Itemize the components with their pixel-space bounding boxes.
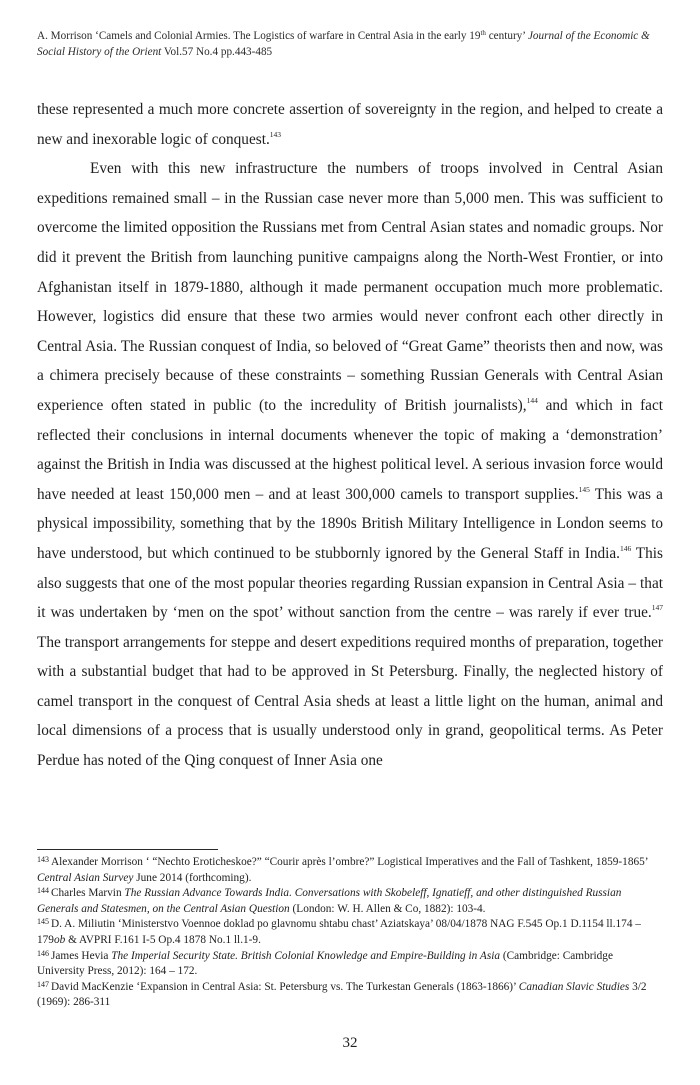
body-text bbox=[37, 95, 663, 776]
footnote-italic: ob bbox=[53, 933, 66, 946]
paragraph-text: This was a physical impossibility, something that by the 1890s British Military Intelligence in London seems to have understood, but which continued to be stubbornly ignored by the General Staff in India. bbox=[37, 485, 663, 562]
paragraph-text: these represented a much more concrete assertion of sovereignty in the region, and helped to create a new and inexorable logic of conquest. bbox=[37, 101, 663, 148]
paragraph-text: Even with this new infrastructure the numbers of troops involved in Central Asian expeditions remained small – in the Russian case never more than 5,000 men. This was sufficient to overcome the limited opposition the Russians met from Central Asian states and nomadic groups. Nor did it prevent the British from launching punitive campaigns along the North-West Frontier, or into Afghanistan itself in 1879-1880, although it made permanent occupation much more problematic. However, logistics did ensure that these two armies would never confront each other directly in Central Asia. The Russian conquest of India, so beloved of “Great Game” theorists then and now, was a chimera precisely because of these constraints – something Russian Generals with Central Asian experience often stated in public (to the incredulity of British journalists), bbox=[37, 160, 663, 414]
footnote-ref[interactable]: 146 bbox=[620, 543, 632, 553]
footnote-number: 145 bbox=[37, 917, 49, 927]
paragraph-text: and which in fact reflected their conclusions in internal documents whenever the topic of making a ‘demonstration’ against the British in India was discussed at the highest political level. A serious invasion force would have needed at least 150,000 men – and at least 300,000 camels to transport supplies. bbox=[37, 396, 664, 503]
footnote-144 bbox=[37, 886, 663, 917]
footnote-text: D. A. Miliutin ‘Ministerstvo Voennoe doklad po glavnomu shtabu chast’ Aziatskaya’ 08/04/1878 NAG F.545 Op.1 D.1154 ll.174 – 179 bbox=[37, 918, 641, 946]
footnote-ref[interactable]: 144 bbox=[526, 395, 538, 405]
paragraph-1 bbox=[37, 95, 663, 154]
header-author-title: A. Morrison ‘Camels and Colonial Armies. The Logistics of warfare in Central Asia in the early 19 bbox=[37, 30, 481, 42]
footnote-italic: The Imperial Security State. British Colonial Knowledge and Empire-Building in Asia bbox=[111, 949, 501, 962]
footnote-number: 144 bbox=[37, 886, 49, 896]
footnote-text: James Hevia bbox=[51, 949, 112, 962]
header-volume: Vol.57 No.4 pp.443-485 bbox=[161, 46, 273, 58]
page-number: 32 bbox=[342, 1035, 358, 1051]
footnote-number: 147 bbox=[37, 979, 49, 989]
footnote-text: 3/2 (1969): 286-311 bbox=[37, 980, 647, 1009]
header-century: century’ bbox=[485, 30, 528, 42]
header-journal: Journal of the Economic & Social History of the Orient bbox=[37, 30, 650, 58]
footnote-text: June 2014 (forthcoming). bbox=[133, 871, 252, 884]
footnote-146 bbox=[37, 949, 663, 980]
footnote-text: David MacKenzie ‘Expansion in Central Asia: St. Petersburg vs. The Turkestan Generals (1863-1866)’ bbox=[51, 980, 519, 993]
footnote-text: (London: W. H. Allen & Co, 1882): 103-4. bbox=[289, 902, 486, 915]
footnote-number: 146 bbox=[37, 948, 49, 958]
paragraph-text: This also suggests that one of the most popular theories regarding Russian expansion in Central Asia – that it was undertaken by ‘men on the spot’ without sanction from the centre – was rarely if ever true. bbox=[37, 544, 663, 622]
footnotes bbox=[37, 855, 663, 1011]
footnote-number: 143 bbox=[37, 855, 49, 864]
header-superscript: th bbox=[480, 29, 486, 37]
footnote-italic: Canadian Slavic Studies bbox=[518, 980, 630, 993]
footnote-text: Alexander Morrison ‘ “Nechto Eroticheskoe?” “Courir après l’ombre?” Logistical Imperatives and the Fall of Tashkent, 1859-1865’ bbox=[51, 856, 648, 868]
paragraph-text: The transport arrangements for steppe and desert expeditions required months of preparation, together with a substantial budget that had to be approved in St Petersburg. Finally, the neglected history of camel transport in the conquest of Central Asia sheds at least a little light on the human, animal and local dimensions of a process that is usually understood only in grand, geopolitical terms. As Peter Perdue has noted of the Qing conquest of Inner Asia one bbox=[37, 633, 663, 770]
footnote-147 bbox=[37, 980, 663, 1011]
footnote-italic: The Russian Advance Towards India. Conversations with Skobeleff, Ignatieff, and other distinguished Russian Generals and Statesmen, on the Central Asian Question bbox=[37, 887, 622, 915]
footnote-ref[interactable]: 143 bbox=[269, 129, 282, 139]
footnote-143 bbox=[37, 855, 663, 886]
footnote-divider bbox=[37, 849, 218, 850]
footnote-ref[interactable]: 147 bbox=[651, 603, 663, 613]
footnote-italic: Central Asian Survey bbox=[37, 871, 134, 884]
footnote-text: Charles Marvin bbox=[51, 887, 125, 900]
footnote-text: (Cambridge: Cambridge University Press, 2012): 164 – 172. bbox=[37, 949, 613, 978]
paragraph-2 bbox=[37, 154, 663, 775]
footnote-ref[interactable]: 145 bbox=[578, 484, 590, 494]
running-header bbox=[37, 28, 663, 60]
footnote-145 bbox=[37, 917, 663, 948]
footnote-text: & AVPRI F.161 I-5 Op.4 1878 No.1 ll.1-9. bbox=[65, 933, 261, 946]
